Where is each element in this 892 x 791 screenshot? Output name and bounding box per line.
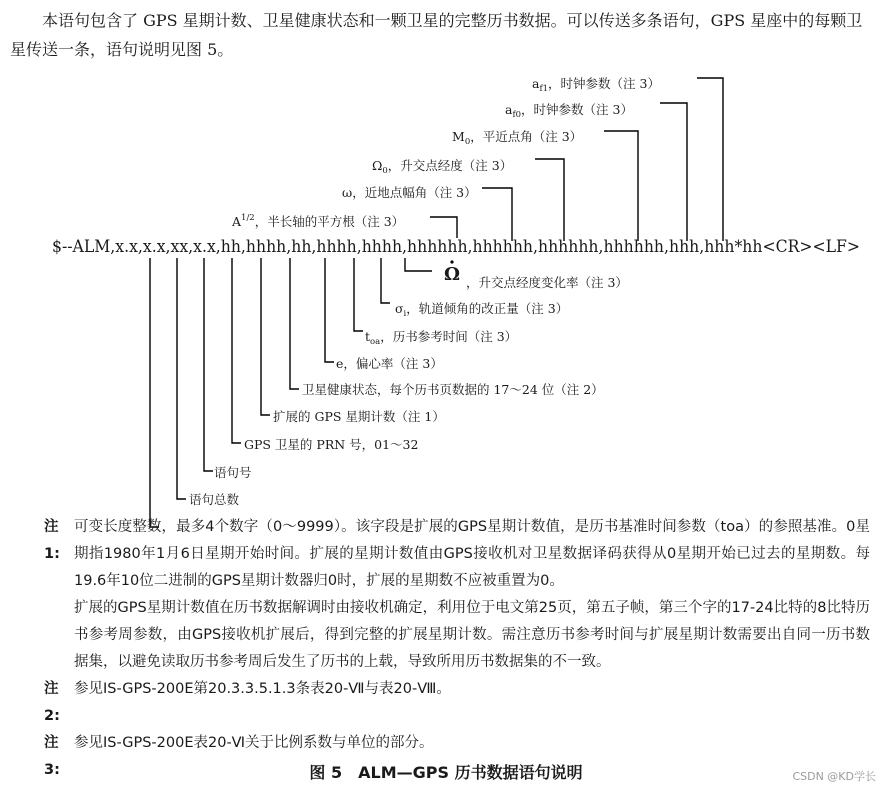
label-sv-health: 卫星健康状态，每个历书页数据的 17～24 位（注 2） <box>302 382 604 397</box>
label-prn: GPS 卫星的 PRN 号，01～32 <box>244 437 419 452</box>
note-1-text: 可变长度整数，最多4个数字（0～9999）。该字段是扩展的GPS星期计数值，是历书基准时间参数（toa）的参照基准。0星期指1980年1月6日星期开始时间。扩展的星期计数值由GPS接收机对卫星数据译码获得从0星期开始已过去的星期数。每19.6年10位二进制的GPS星期计数器归0时，扩展的星期数不应被重置为0。 <box>74 519 870 589</box>
label-af1: $a_{f1}$，时钟参数（注 3） <box>532 76 660 94</box>
label-af0: $a_{f0}$，时钟参数（注 3） <box>505 102 633 120</box>
label-sigma-i: $\sigma_i$，轨道倾角的改正量（注 3） <box>395 301 569 319</box>
label-week-number: 扩展的 GPS 星期计数（注 1） <box>273 409 445 424</box>
watermark: CSDN @KD学长 <box>792 770 876 783</box>
label-omega-dot: ，升交点经度变化率（注 3） <box>466 275 628 290</box>
label-eccentricity: e，偏心率（注 3） <box>336 356 443 371</box>
omega-dot-mark <box>450 260 453 263</box>
note-2 <box>44 676 870 730</box>
alm-sentence: $--ALM,x.x,x.x,xx,x.x,hh,hhhh,hh,hhhh,hhhh,hhhhhh,hhhhhh,hhhhhh,hhhhhh,hhh,hhh*hh<CR><LF> <box>52 237 860 256</box>
omega-dot-symbol: Ω <box>443 264 461 285</box>
note-1 <box>44 514 870 595</box>
note-1-paragraph-2: 扩展的GPS星期计数值在历书数据解调时由接收机确定，利用位于电文第25页，第五子帧，第三个字的17-24比特的8比特历书参考周参数，由GPS接收机扩展后，得到完整的扩展星期计数。需注意历书参考时间与扩展星期计数需要出自同一历书数据集，以避免读取历书参考周后发生了历书的上载，导致所用历书数据集的不一致。 <box>74 600 870 670</box>
figure-caption: 图 5 ALM—GPS 历书数据语句说明 <box>309 763 583 782</box>
label-omega: ω，近地点幅角（注 3） <box>342 185 477 200</box>
note-1-label: 注1: <box>44 519 60 562</box>
label-sqrt-a: $A^{1/2}$，半长轴的平方根（注 3） <box>232 213 405 229</box>
label-total-sentences: 语句总数 <box>189 492 240 507</box>
note-2-text: 参见IS-GPS-200E第20.3.3.5.1.3条表20-Ⅶ与表20-Ⅷ。 <box>74 681 451 697</box>
note-3-text: 参见IS-GPS-200E表20-Ⅵ关于比例系数与单位的部分。 <box>74 735 434 751</box>
label-omega0: $\Omega_0$，升交点经度（注 3） <box>372 158 513 176</box>
intro-paragraph: 本语句包含了 GPS 星期计数、卫星健康状态和一颗卫星的完整历书数据。可以传送多条语句，GPS 星座中的每颗卫星传送一条，语句说明见图 5。 <box>10 11 863 59</box>
notes-section <box>44 514 870 784</box>
label-toa: $t_{oa}$，历书参考时间（注 3） <box>365 329 518 347</box>
label-sentence-number: 语句号 <box>214 465 252 480</box>
note-3-label: 注3: <box>44 735 60 778</box>
note-2-label: 注2: <box>44 681 60 724</box>
label-m0: $M_0$，平近点角（注 3） <box>452 129 583 147</box>
